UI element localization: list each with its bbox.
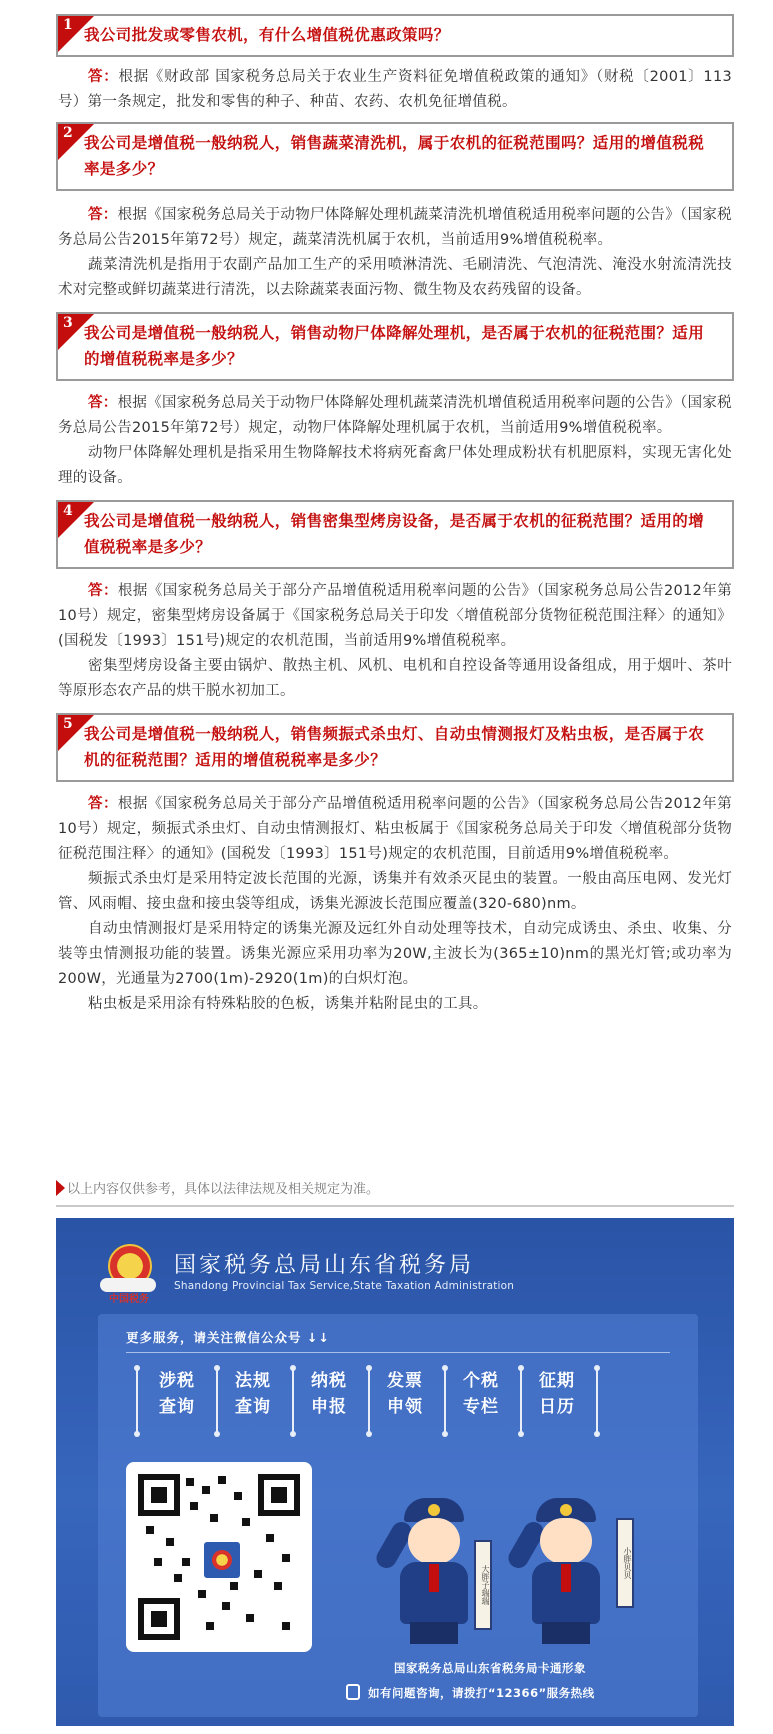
cartoon-officer-left-icon [396,1498,476,1648]
service-label: 纳税 [311,1371,347,1391]
divider [368,1368,370,1434]
answer-paragraph: 根据《国家税务总局关于动物尸体降解处理机蔬菜清洗机增值税适用税率问题的公告》（国家税务总局公告2015年第72号）规定，动物尸体降解处理机属于农机，当前适用9%增值税税率。 [58,395,732,436]
answer-label: 答： [88,207,118,223]
service-invoice-apply[interactable] [372,1368,438,1438]
divider [520,1368,522,1434]
divider [126,1352,670,1353]
divider [216,1368,218,1434]
more-services-text: 更多服务，请关注微信公众号 ↓↓ [126,1330,330,1345]
hotline-text [346,1684,595,1701]
disclaimer-text: 以上内容仅供参考，具体以法律法规及相关规定为准。 [67,1182,380,1197]
answer-paragraph: 密集型烤房设备主要由锅炉、散热主机、风机、电机和自控设备等通用设备组成，用于烟叶、茶叶等原形态农产品的烘干脱水初加工。 [58,658,732,699]
answer-paragraph: 根据《国家税务总局关于部分产品增值税适用税率问题的公告》（国家税务总局公告2012年第10号）规定，频振式杀虫灯、自动虫情测报灯、粘虫板属于《国家税务总局关于印发〈增值税部分货物征税范围注释〉的通知》(国税发〔1993〕151号)规定的农机范围，目前适用9%增值税税率。 [58,796,732,862]
answer-label: 答： [88,395,118,411]
promo-banner[interactable] [56,1218,734,1726]
answer-paragraph: 根据《财政部 国家税务总局关于农业生产资料征免增值税政策的通知》（财税〔2001〕113号）第一条规定，批发和零售的种子、种苗、农药、农机免征增值税。 [58,69,732,110]
question-text: 我公司批发或零售农机，有什么增值税优惠政策吗？ [84,26,450,44]
service-label: 申领 [387,1397,423,1417]
triangle-bullet-icon [56,1180,65,1196]
banner-title: 国家税务总局山东省税务局 [174,1253,475,1278]
service-label: 个税 [463,1371,499,1391]
question-number: 1 [63,17,73,33]
divider [596,1368,598,1434]
service-label: 专栏 [463,1397,499,1417]
service-label: 日历 [539,1397,575,1417]
answer-5 [58,792,732,1017]
answer-4 [58,579,732,704]
divider [444,1368,446,1434]
service-label: 查询 [159,1397,195,1417]
qr-code[interactable] [126,1462,312,1652]
question-number: 4 [63,503,73,519]
question-number: 2 [63,125,73,141]
answer-paragraph: 根据《国家税务总局关于动物尸体降解处理机蔬菜清洗机增值税适用税率问题的公告》（国家税务总局公告2015年第72号）规定，蔬菜清洗机属于农机，当前适用9%增值税税率。 [58,207,732,248]
question-box-3 [56,312,734,381]
question-text: 我公司是增值税一般纳税人，销售密集型烤房设备，是否属于农机的征税范围？适用的增值税税率是多少？ [84,512,705,556]
answer-paragraph: 根据《国家税务总局关于部分产品增值税适用税率问题的公告》（国家税务总局公告2012年第10号）规定，密集型烤房设备属于《国家税务总局关于印发〈增值税部分货物征税范围注释〉的通知》(国税发〔1993〕151号)规定的农机范围，当前适用9%增值税税率。 [58,583,732,649]
service-tax-filing[interactable] [296,1368,362,1438]
service-label: 查询 [235,1397,271,1417]
scroll-left: 大胖子瑞瑞 [474,1540,492,1630]
service-tax-query[interactable] [144,1368,210,1438]
answer-paragraph: 频振式杀虫灯是采用特定波长范围的光源，诱集并有效杀灭昆虫的装置。一般由高压电网、发光灯管、风雨帽、接虫盘和接虫袋等组成，诱集光源波长范围应覆盖(320-680)nm。 [58,871,732,912]
banner-caption: 国家税务总局山东省税务局卡通形象 [394,1661,586,1675]
service-iit-column[interactable] [448,1368,514,1438]
qa-content [56,0,734,1017]
divider [136,1368,138,1434]
phone-icon [346,1684,360,1700]
question-text: 我公司是增值税一般纳税人，销售动物尸体降解处理机，是否属于农机的征税范围？适用的增值税税率是多少？ [84,324,705,368]
service-label: 法规 [235,1371,271,1391]
service-label: 征期 [539,1371,575,1391]
answer-paragraph: 自动虫情测报灯是采用特定的诱集光源及远红外自动处理等技术，自动完成诱虫、杀虫、收集、分装等虫情测报功能的装置。诱集光源应采用功率为20W,主波长为(365±10)nm的黑光灯管;或功率为200W，光通量为2700(1m)-2920(1m)的白炽灯泡。 [58,921,732,987]
qr-logo-icon [201,1539,243,1581]
service-label: 发票 [387,1371,423,1391]
cartoon-officer-right-icon [528,1498,608,1648]
answer-paragraph: 蔬菜清洗机是指用于农副产品加工生产的采用喷淋清洗、毛刷清洗、气泡清洗、淹没水射流清洗技术对完整或鲜切蔬菜进行清洗，以去除蔬菜表面污物、微生物及农药残留的设备。 [58,257,732,298]
answer-paragraph: 动物尸体降解处理机是指采用生物降解技术将病死畜禽尸体处理成粉状有机肥原料，实现无害化处理的设备。 [58,445,732,486]
question-number: 3 [63,315,73,331]
hotline-label: 如有问题咨询，请拨打“12366”服务热线 [368,1686,595,1700]
answer-2 [58,203,732,303]
question-number: 5 [63,716,73,732]
question-box-2 [56,122,734,191]
answer-label: 答： [88,796,118,812]
question-box-5 [56,713,734,782]
disclaimer [56,1178,734,1207]
service-label: 涉税 [159,1371,195,1391]
service-label: 申报 [311,1397,347,1417]
question-box-1 [56,14,734,57]
emblem-text: 中国税务 [109,1294,149,1305]
question-text: 我公司是增值税一般纳税人，销售频振式杀虫灯、自动虫情测报灯及粘虫板，是否属于农机的征税范围？适用的增值税税率是多少？ [84,725,705,769]
service-filing-calendar[interactable] [524,1368,590,1438]
answer-label: 答： [88,69,119,85]
question-text: 我公司是增值税一般纳税人，销售蔬菜清洗机，属于农机的征税范围吗？适用的增值税税率是多少？ [84,134,705,178]
tax-emblem-icon [98,1238,158,1305]
banner-subtitle: Shandong Provincial Tax Service,State Taxation Administration [174,1280,515,1292]
question-box-4 [56,500,734,569]
divider [292,1368,294,1434]
service-law-query[interactable] [220,1368,286,1438]
answer-paragraph: 粘虫板是采用涂有特殊粘胶的色板，诱集并粘附昆虫的工具。 [88,996,488,1012]
answer-1 [58,65,732,115]
answer-3 [58,391,732,491]
scroll-right: 小胖贝贝 [616,1518,634,1608]
answer-label: 答： [88,583,118,599]
